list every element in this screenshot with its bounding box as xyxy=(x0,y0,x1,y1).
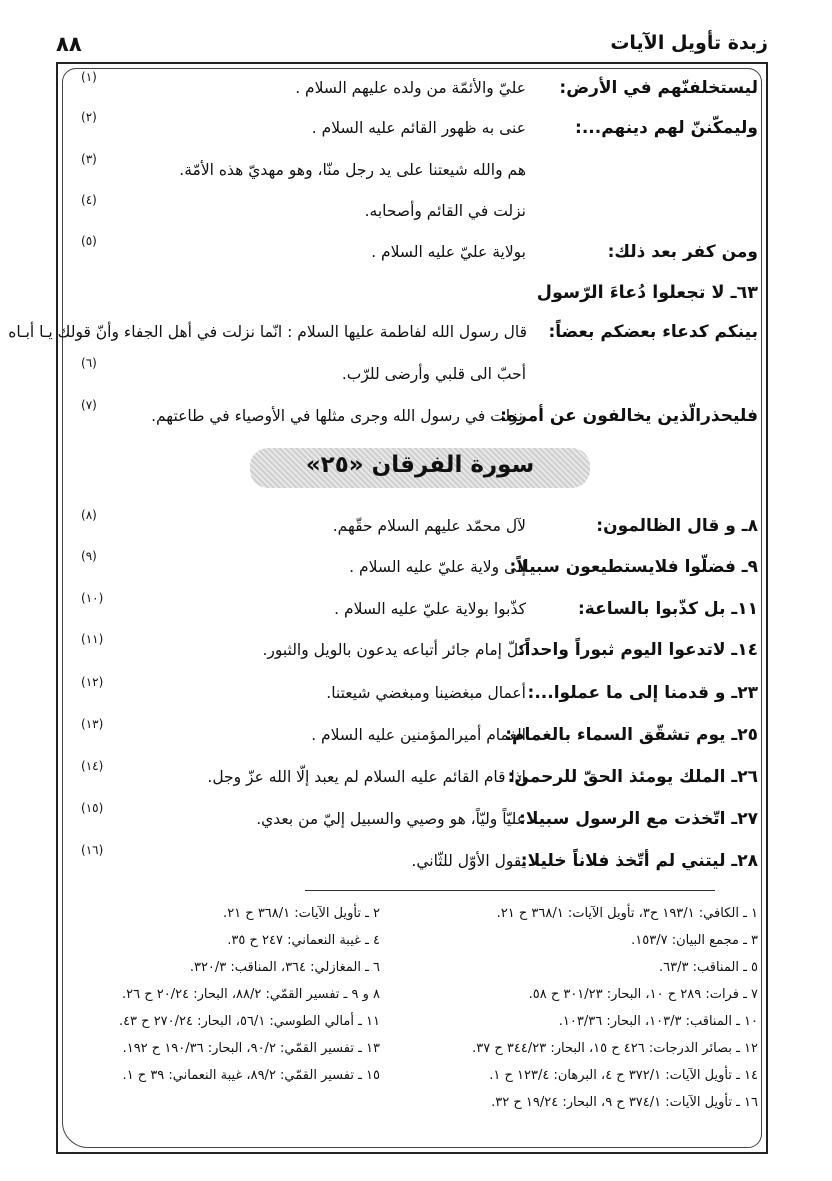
verse-commentary: يقول الأوّل للثّاني. xyxy=(411,852,526,870)
verse-commentary: نزلت في رسول الله وجرى مثلها في الأوصياء في طاعتهم. xyxy=(151,407,523,425)
footnote-divider xyxy=(305,890,715,891)
footnote: ١٢ ـ بصائر الدرجات: ٤٢٦ ح ١٥، البحار: ٣٤٤/٢٣ ح ٣٧. xyxy=(472,1041,758,1056)
verse-commentary: بولاية عليّ عليه السلام . xyxy=(371,243,526,261)
verse-key: بينكم كدعاء بعضكم بعضاً: xyxy=(548,322,758,342)
verse-commentary: كذّبوا بولاية عليّ عليه السلام . xyxy=(334,600,526,618)
footnote: ٤ ـ غيبة النعماني: ٢٤٧ ح ٣٥. xyxy=(227,933,380,948)
verse-key: ٢٦ـ الملك يومئذ الحقّ للرحمن: xyxy=(507,767,758,787)
footnote-ref: (٧) xyxy=(81,398,97,412)
page-number: ٨٨ xyxy=(56,32,82,56)
verse-commentary-cont: أحبّ الى قلبي وأرضى للرّب. xyxy=(341,365,526,383)
footnote-ref: (٢) xyxy=(81,110,97,124)
entry-row xyxy=(75,759,758,803)
entry-row xyxy=(75,717,758,761)
verse-key: ومن كفر بعد ذلك: xyxy=(607,242,758,262)
verse-key: ٢٨ـ ليتني لم أتّخذ فلاناً خليلا: xyxy=(520,851,758,871)
footnote: ١ ـ الكافي: ١٩٣/١ ح٣، تأويل الآيات: ٣٦٨/١ ح ٢١. xyxy=(496,906,758,921)
running-title: زبدة تأويل الآيات xyxy=(610,32,768,54)
footnote-ref: (٦) xyxy=(81,356,97,370)
entry-row xyxy=(75,843,758,887)
verse-key: ٢٣ـ و قدمنا إلى ما عملوا...: xyxy=(527,683,758,703)
verse-commentary: عليّ والأئمّة من ولده عليهم السلام . xyxy=(295,79,526,97)
verse-commentary: عليّاً وليّاً، هو وصيي والسبيل إليّ من بعدي. xyxy=(256,810,526,828)
entry-row xyxy=(75,591,758,635)
footnote-ref: (١٦) xyxy=(81,843,104,857)
footnote-ref: (١٠) xyxy=(81,591,104,605)
footnote-ref: (١٣) xyxy=(81,717,104,731)
entry-row xyxy=(75,675,758,719)
verse-commentary: قال رسول الله لفاطمة عليها السلام : انّما نزلت في أهل الجفاء وأنّ قولك يـا أبـاه xyxy=(8,323,527,341)
entry-row xyxy=(75,398,758,442)
entry-row xyxy=(75,193,758,237)
footnote: ١٣ ـ تفسير القمّي: ٩٠/٢، البحار: ١٩٠/٣٦ ح ١٩٢. xyxy=(122,1041,380,1056)
entry-row xyxy=(75,801,758,845)
footnote-ref: (٥) xyxy=(81,234,97,248)
entry-row xyxy=(75,632,758,676)
footnote: ١١ ـ أمالي الطوسي: ٥٦/١، البحار: ٢٧٠/٢٤ ح ٤٣. xyxy=(118,1014,380,1029)
verse-commentary: أعمال مبغضينا ومبغضي شيعتنا. xyxy=(326,684,526,702)
footnote-ref: (٩) xyxy=(81,549,97,563)
footnote-ref: (٤) xyxy=(81,193,97,207)
verse-commentary: هم والله شيعتنا على يد رجل منّا، وهو مهديّ هذه الأمّة. xyxy=(179,161,526,179)
footnote-ref: (١٢) xyxy=(81,675,104,689)
footnote-ref: (٣) xyxy=(81,152,97,166)
entry-row xyxy=(75,508,758,552)
surah-title: سورة الفرقان «٢٥» xyxy=(305,452,535,478)
footnote-ref: (١٥) xyxy=(81,801,104,815)
verse-key: ٩ـ فضلّوا فلايستطيعون سبيلاً: xyxy=(509,557,758,577)
verse-key: ليستخلفنّهم في الأرض: xyxy=(559,78,758,98)
verse-commentary: كلّ إمام جائر أتباعه يدعون بالويل والثبور. xyxy=(262,641,526,659)
verse-key: ٢٧ـ اتّخذت مع الرسول سبيلا: xyxy=(519,809,758,829)
footnote: ٦ ـ المغازلي: ٣٦٤، المناقب: ٣٢٠/٣. xyxy=(189,960,380,975)
verse-heading-63: ٦٣ـ لا تجعلوا دُعاءَ الرّسول xyxy=(536,283,758,303)
footnote: ١٥ ـ تفسير القمّي: ٨٩/٢، غيبة النعماني: ٣٩ ح ١. xyxy=(122,1068,380,1083)
verse-commentary: الغمام أميرالمؤمنين عليه السلام . xyxy=(311,726,526,744)
verse-key: ١٤ـ لاتدعوا اليوم ثبوراً واحداً: xyxy=(517,640,758,660)
footnote: ٣ ـ مجمع البيان: ١٥٣/٧. xyxy=(631,933,758,948)
footnote-ref: (٨) xyxy=(81,508,97,522)
verse-key: فليحذرالّذين يخالفون عن أمره: xyxy=(500,406,758,426)
verse-commentary: لآل محمّد عليهم السلام حقّهم. xyxy=(332,517,526,535)
footnote-ref: (١١) xyxy=(81,632,104,646)
entry-row xyxy=(75,549,758,593)
entry-row xyxy=(75,70,758,114)
verse-commentary: عنى به ظهور القائم عليه السلام . xyxy=(311,119,526,137)
page-header xyxy=(56,28,768,62)
verse-commentary: إذا قام القائم عليه السلام لم يعبد إلّا الله عزّ وجل. xyxy=(207,768,526,786)
entry-row xyxy=(75,110,758,154)
footnote: ٧ ـ فرات: ٢٨٩ ح ١٠، البحار: ٣٠١/٢٣ ح ٥٨. xyxy=(528,987,758,1002)
footnote: ١٠ ـ المناقب: ١٠٣/٣، البحار: ١٠٣/٣٦. xyxy=(558,1014,758,1029)
footnote: ٥ ـ المناقب: ٦٣/٣. xyxy=(659,960,758,975)
footnote-ref: (١٤) xyxy=(81,759,104,773)
footnote: ٨ و ٩ ـ تفسير القمّي: ٨٨/٢، البحار: ٢٠/٢٤ ح ٢٦. xyxy=(122,987,380,1002)
verse-key: وليمكّننّ لهم دينهم...: xyxy=(575,118,758,138)
footnote: ١٤ ـ تأويل الآيات: ٣٧٢/١ ح ٤، البرهان: ١٢٣/٤ ح ١. xyxy=(489,1068,758,1083)
entry-row xyxy=(75,152,758,196)
entry-row xyxy=(75,234,758,278)
verse-commentary: نزلت في القائم وأصحابه. xyxy=(364,202,526,220)
verse-key: ١١ـ بل كذّبوا بالساعة: xyxy=(577,599,758,619)
verse-key: ٨ـ و قال الظالمون: xyxy=(596,516,758,536)
footnote: ١٦ ـ تأويل الآيات: ٣٧٤/١ ح ٩، البحار: ١٩/٢٤ ح ٣٢. xyxy=(491,1095,758,1110)
footnote: ٢ ـ تأويل الآيات: ٣٦٨/١ ح ٢١. xyxy=(223,906,380,921)
verse-key: ٢٥ـ يوم تشقّق السماء بالغمام: xyxy=(505,725,758,745)
footnote-ref: (١) xyxy=(81,70,97,84)
verse-commentary: إلى ولاية عليّ عليه السلام . xyxy=(349,558,526,576)
entry-row xyxy=(75,356,758,400)
